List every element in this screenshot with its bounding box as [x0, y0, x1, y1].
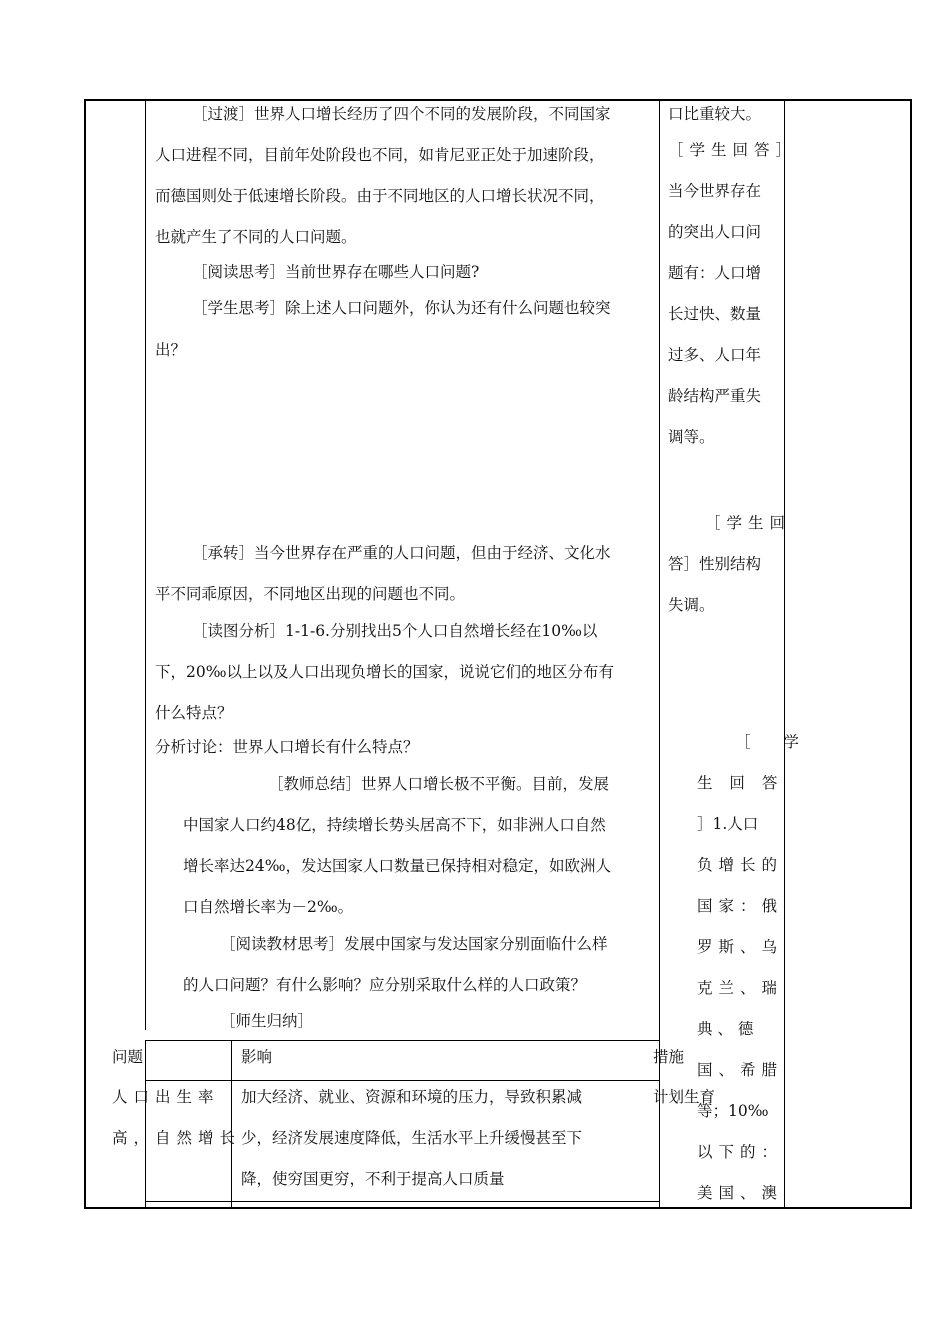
issue-cell-line-1: 人口出生率 [112, 1088, 220, 1106]
answer-line-10: ［学生回 [705, 514, 792, 532]
measure-cell: 计划生育 [653, 1088, 716, 1106]
teacher-summary-line-4: 口自然增长率为－2‰。 [183, 898, 354, 916]
answer-line-3: 当今世界存在 [668, 182, 762, 200]
segue-line-2: 平不同乖原因，不同地区出现的问题也不同。 [155, 585, 466, 603]
inner-header-issue: 问题 [112, 1048, 144, 1066]
answer-line-15: ］1.人口 [697, 815, 759, 833]
teacher-summary-line-2: 中国家人口约48亿，持续增长势头居高不下，如非洲人口自然 [183, 816, 606, 834]
map-analysis-line-1: ［读图分析］1-1-6.分别找出5个人口自然增长经在10‰以 [192, 622, 598, 640]
answer-line-9: 调等。 [668, 428, 715, 446]
inner-table-left [145, 1040, 146, 1207]
student-thinking-line-1: ［学生思考］除上述人口问题外，你认为还有什么问题也较突 [192, 299, 611, 317]
map-analysis-line-2: 下，20‰以上以及人口出现负增长的国家，说说它们的地区分布有 [155, 663, 615, 681]
answer-line-22: 等；10‰ [697, 1102, 769, 1120]
answer-line-6: 长过快、数量 [668, 305, 762, 323]
impact-cell-line-1: 加大经济、就业、资源和环境的压力，导致积累减 [241, 1088, 583, 1106]
impact-cell-line-2: 少，经济发展速度降低，生活水平上升缓慢甚至下 [241, 1129, 583, 1147]
inner-table-divider [231, 1040, 232, 1207]
inner-table-top [145, 1040, 659, 1041]
answer-line-16: 负增长的 [697, 856, 784, 874]
inner-header-impact: 影响 [241, 1048, 273, 1066]
discussion-question: 分析讨论：世界人口增长有什么特点？ [155, 738, 419, 756]
table-col-divider-2 [659, 99, 660, 1209]
map-analysis-line-3: 什么特点？ [155, 704, 233, 722]
inner-header-measure: 措施 [653, 1048, 685, 1066]
answer-line-18: 罗斯、乌 [697, 938, 784, 956]
table-col-divider-3 [784, 99, 785, 1209]
answer-line-11: 答］性别结构 [668, 555, 762, 573]
answer-line-2: ［学生回答］ [668, 141, 798, 159]
answer-line-19: 克兰、瑞 [697, 979, 784, 997]
answer-line-21: 国、希腊 [697, 1061, 784, 1079]
answer-line-7: 过多、人口年 [668, 346, 762, 364]
answer-line-5: 题有：人口增 [668, 264, 762, 282]
transition-line-3: 而德国则处于低速增长阶段。由于不同地区的人口增长状况不同， [155, 187, 605, 205]
answer-line-20: 典 、 德 [697, 1020, 754, 1038]
impact-cell-line-3: 降，使穷国更穷，不利于提高人口质量 [241, 1170, 505, 1188]
inner-table-bottom [145, 1201, 659, 1202]
textbook-question-line-1: ［阅读教材思考］发展中国家与发达国家分别面临什么样 [220, 935, 608, 953]
table-bottom-border [84, 1207, 911, 1209]
issue-cell-line-2: 高，自然增长 [112, 1129, 242, 1147]
answer-line-13: ［ 学 [735, 733, 813, 751]
table-right-border [910, 99, 912, 1209]
reading-question: ［阅读思考］当前世界存在哪些人口问题? [192, 263, 480, 281]
answer-line-24: 美国、澳 [697, 1184, 784, 1202]
answer-line-1: 口比重较大。 [668, 105, 762, 123]
answer-line-12: 失调。 [668, 596, 715, 614]
segue-line-1: ［承转］当今世界存在严重的人口问题，但由于经济、文化水 [192, 544, 611, 562]
teacher-summary-line-3: 增长率达24‰，发达国家人口数量已保持相对稳定，如欧洲人 [183, 857, 612, 875]
transition-line-2: 人口进程不同，目前年处阶段也不同，如肯尼亚正处于加速阶段， [155, 146, 605, 164]
answer-line-4: 的突出人口问 [668, 223, 762, 241]
answer-line-17: 国家：俄 [697, 897, 784, 915]
textbook-question-line-2: 的人口问题？有什么影响？应分别采取什么样的人口政策？ [183, 976, 587, 994]
answer-line-23: 以下的： [697, 1143, 784, 1161]
summary-label: ［师生归纳］ [220, 1012, 314, 1030]
inner-table-header-rule [145, 1080, 659, 1081]
transition-line-4: 也就产生了不同的人口问题。 [155, 228, 357, 246]
answer-line-14: 生 回 答 [697, 774, 784, 792]
table-left-border [84, 99, 86, 1209]
teacher-summary-line-1: ［教师总结］世界人口增长极不平衡。目前，发展 [268, 775, 610, 793]
table-col-divider-1 [145, 99, 146, 1030]
table-top-border [84, 99, 911, 101]
transition-line-1: ［过渡］世界人口增长经历了四个不同的发展阶段，不同国家 [192, 105, 611, 123]
answer-line-8: 龄结构严重失 [668, 387, 762, 405]
student-thinking-line-2: 出？ [155, 341, 187, 359]
